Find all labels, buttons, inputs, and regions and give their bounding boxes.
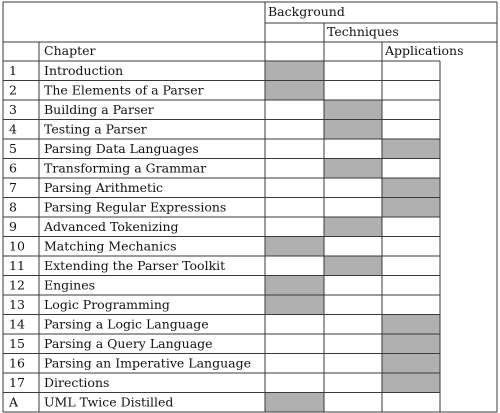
chapter-title-16: Parsing an Imperative Language <box>44 355 251 371</box>
chapter-title-4: Testing a Parser <box>44 121 147 137</box>
shade-background-row-2 <box>265 81 324 101</box>
chapter-number-16: 16 <box>9 355 25 371</box>
chapter-number-9: 9 <box>9 219 17 234</box>
header-chapter: Chapter <box>44 43 96 58</box>
chapter-number-4: 4 <box>9 121 17 137</box>
shade-background-row-10 <box>265 237 324 257</box>
shade-techniques-row-11 <box>324 256 382 276</box>
shade-techniques-row-3 <box>324 100 382 120</box>
chapter-title-11: Extending the Parser Toolkit <box>44 258 226 273</box>
chapter-title-3: Building a Parser <box>44 102 154 117</box>
shade-applications-row-17 <box>382 373 440 393</box>
chapter-number-8: 8 <box>9 199 17 215</box>
chapter-title-8: Parsing Regular Expressions <box>44 199 227 215</box>
shade-applications-row-5 <box>382 139 440 159</box>
chapter-title-6: Transforming a Grammar <box>44 160 207 176</box>
shade-background-row-12 <box>265 276 324 296</box>
chapter-title-7: Parsing Arithmetic <box>44 180 164 195</box>
chapter-number-12: 12 <box>9 277 25 293</box>
shade-applications-row-16 <box>382 354 440 374</box>
chapter-title-17: Directions <box>44 375 110 390</box>
chapter-number-6: 6 <box>9 160 17 176</box>
chapter-number-1: 1 <box>9 63 17 78</box>
chapter-title-2: The Elements of a Parser <box>44 82 204 98</box>
header-background: Background <box>268 4 345 19</box>
chapter-number-18: A <box>9 394 19 410</box>
chapter-title-14: Parsing a Logic Language <box>44 316 209 332</box>
chapter-number-17: 17 <box>9 375 25 390</box>
chapter-number-5: 5 <box>9 141 17 156</box>
chapter-title-12: Engines <box>44 277 96 293</box>
shade-background-row-1 <box>265 61 324 81</box>
header-techniques: Techniques <box>327 24 399 39</box>
chapter-title-5: Parsing Data Languages <box>44 141 199 156</box>
shade-applications-row-7 <box>382 178 440 198</box>
chapter-title-10: Matching Mechanics <box>44 238 177 254</box>
chapter-title-15: Parsing a Query Language <box>44 336 213 351</box>
chapter-number-3: 3 <box>9 102 17 117</box>
chapter-title-1: Introduction <box>44 63 124 78</box>
shade-background-row-13 <box>265 295 324 315</box>
chapter-title-9: Advanced Tokenizing <box>44 219 179 234</box>
chapter-number-15: 15 <box>9 336 25 351</box>
chapter-number-14: 14 <box>9 316 25 332</box>
chapter-number-2: 2 <box>9 82 17 98</box>
shade-techniques-row-4 <box>324 120 382 140</box>
shade-applications-row-14 <box>382 315 440 335</box>
chapter-number-11: 11 <box>9 258 25 273</box>
shade-applications-row-15 <box>382 334 440 354</box>
shade-techniques-row-9 <box>324 217 382 237</box>
shade-background-row-18 <box>265 393 324 413</box>
shade-techniques-row-6 <box>324 159 382 179</box>
chapter-title-13: Logic Programming <box>44 297 170 312</box>
chapter-number-10: 10 <box>9 238 25 254</box>
chapter-title-18: UML Twice Distilled <box>44 394 174 410</box>
chapter-number-7: 7 <box>9 180 17 195</box>
header-applications: Applications <box>385 43 464 58</box>
chapter-number-13: 13 <box>9 297 25 312</box>
shade-applications-row-8 <box>382 198 440 218</box>
